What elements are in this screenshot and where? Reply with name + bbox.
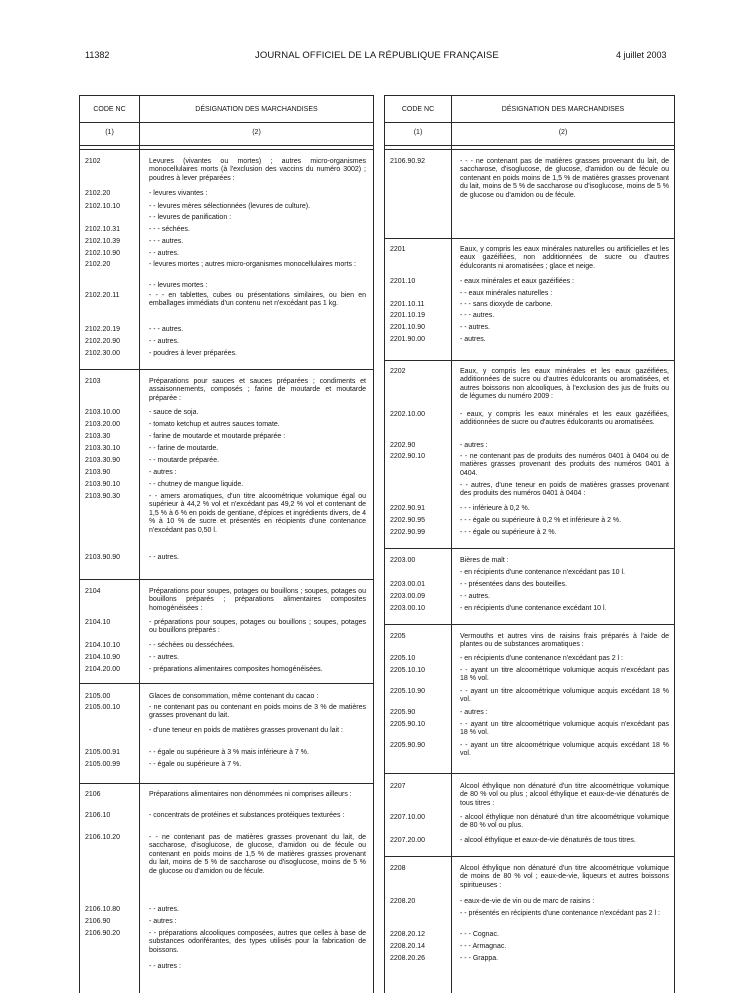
designation-text: Levures (vivantes ou mortes) ; autres micro-organismes monocellulaires morts (à l'exclusion des vaccins du numéro 3002) ; poudres à lever préparées : (149, 158, 366, 182)
designation-text: - - autres. (149, 654, 179, 661)
designation-text: - - - en tablettes, cubes ou présentations similaires, ou bien en emballages immédiats d'un contenu net n'excédant pas 1 kg. (149, 292, 366, 308)
nc-code: 2102.10.39 (85, 238, 121, 245)
nc-code: 2201.90.00 (390, 336, 426, 343)
designation-text: Bières de malt : (460, 557, 509, 564)
nc-code: 2104.10.90 (85, 654, 121, 661)
designation-text: - - - Cognac. (460, 931, 499, 938)
nc-code: 2201.10.90 (390, 324, 426, 331)
designation-text: - - ayant un titre alcoométrique volumique acquis excédant 18 % vol. (460, 742, 669, 758)
designation-text: - - moutarde préparée. (149, 457, 220, 464)
nc-code: 2208.20.12 (390, 931, 426, 938)
designation-text: - autres : (149, 918, 177, 925)
nc-code: 2102.20.90 (85, 338, 121, 345)
nc-code: 2105.00.10 (85, 704, 121, 711)
designation-text: - - - ne contenant pas de matières grasses provenant du lait, de saccharose, d'isoglucose, de glucose, d'amidon ou de fécule ou contenant en poids moins de 1,5 % de matières grasses provenant du lait, moins de 5 % de saccharose ou d'isoglucose, moins de 5 % de glucose ou d'amidon ou de fécule. (460, 158, 669, 199)
page-number: 11382 (85, 50, 110, 60)
nc-code: 2201 (390, 246, 406, 253)
nc-code: 2203.00.01 (390, 581, 426, 588)
nc-code: 2104 (85, 588, 101, 595)
nc-code: 2102.20.11 (85, 292, 120, 299)
designation-text: - en récipients d'une contenance n'excédant pas 10 l. (460, 569, 625, 576)
nc-code: 2202.90.99 (390, 529, 426, 536)
nc-code: 2105.00.99 (85, 761, 121, 768)
designation-text: - autres : (149, 469, 177, 476)
designation-text: - - - Grappa. (460, 955, 499, 962)
designation-header: DÉSIGNATION DES MARCHANDISES (195, 106, 318, 113)
nc-code: 2205.10.90 (390, 688, 426, 695)
header-number-row (80, 122, 373, 146)
column-divider (139, 95, 140, 993)
designation-text: Préparations alimentaires non dénommées ni comprises ailleurs : (149, 791, 352, 798)
designation-text: - - ayant un titre alcoométrique volumique acquis n'excédant pas 18 % vol. (460, 721, 669, 737)
nc-code: 2106 (85, 791, 101, 798)
designation-text: - autres : (460, 709, 488, 716)
nc-code: 2106.90.20 (85, 930, 121, 937)
row-separator (80, 149, 373, 150)
designation-text: - - levures de panification : (149, 214, 232, 221)
designation-text: Alcool éthylique non dénaturé d'un titre alcoométrique volumique de moins de 80 % vol ; eaux-de-vie, liqueurs et autres boissons spiritueuses : (460, 865, 669, 889)
designation-text: - - - autres. (149, 238, 184, 245)
designation-text: - - autres. (460, 324, 490, 331)
nc-code: 2102.20 (85, 190, 111, 197)
nc-code: 2205.90.90 (390, 742, 426, 749)
journal-title: JOURNAL OFFICIEL DE LA RÉPUBLIQUE FRANÇAISE (255, 50, 499, 61)
row-separator (80, 369, 373, 370)
designation-text: - levures mortes ; autres micro-organismes monocellulaires morts : (149, 261, 356, 268)
nc-code: 2202 (390, 368, 406, 375)
designation-text: - - - égale ou supérieure à 2 %. (460, 529, 557, 536)
designation-text: - préparations alimentaires composites homogénéisées. (149, 666, 323, 673)
designation-text: - en récipients d'une contenance excédant 10 l. (460, 605, 607, 612)
nc-code: 2106.90 (85, 918, 111, 925)
code-nc-header: CODE NC (93, 106, 126, 113)
designation-column-number: (2) (252, 129, 261, 136)
designation-text: Vermouths et autres vins de raisins frais préparés à l'aide de plantes ou de substances aromatiques : (460, 633, 669, 649)
nc-code: 2106.10.20 (85, 834, 121, 841)
designation-text: - - ayant un titre alcoométrique volumique acquis excédant 18 % vol. (460, 688, 669, 704)
nc-code: 2202.90 (390, 442, 416, 449)
header-label-row (385, 95, 674, 123)
designation-text: - - autres. (149, 250, 179, 257)
nc-code: 2208.20.26 (390, 955, 426, 962)
designation-text: - poudres à lever préparées. (149, 350, 237, 357)
nc-code: 2103.30.10 (85, 445, 121, 452)
nc-code: 2104.20.00 (85, 666, 121, 673)
nc-code: 2103.90.10 (85, 481, 121, 488)
nc-code: 2106.90.92 (390, 158, 426, 165)
designation-text: - levures vivantes : (149, 190, 208, 197)
row-separator (80, 783, 373, 784)
row-separator (80, 683, 373, 684)
designation-text: - autres : (460, 442, 488, 449)
code-column-number: (1) (105, 129, 114, 136)
designation-text: - - - égale ou supérieure à 0,2 % et inférieure à 2 %. (460, 517, 622, 524)
designation-text: Eaux, y compris les eaux minérales et les eaux gazéifiées, additionnées de sucre ou d'autres édulcorants ou aromatisées, et autres boissons non alcooliques, à l'exclusion des jus de fruits ou de légumes du numéro 2009 : (460, 368, 669, 401)
designation-text: - - levures mères sélectionnées (levures de culture). (149, 203, 311, 210)
nc-code: 2201.10.19 (390, 312, 426, 319)
designation-text: - farine de moutarde et moutarde préparée : (149, 433, 286, 440)
nc-code: 2103.30 (85, 433, 111, 440)
nc-code: 2207.10.00 (390, 814, 426, 821)
nc-code: 2102.10.10 (85, 203, 121, 210)
nc-code: 2102.20 (85, 261, 111, 268)
designation-text: - - présentés en récipients d'une contenance n'excédant pas 2 l : (460, 910, 660, 917)
designation-text: - concentrats de protéines et substances protéiques texturées : (149, 812, 345, 819)
nc-code: 2104.10.10 (85, 642, 121, 649)
designation-text: - - - autres. (149, 326, 184, 333)
designation-text: - - préparations alcooliques composées, autres que celles à base de substances odoriférantes, des types utilisés pour la fabrication de boissons. (149, 930, 366, 954)
designation-text: - - ne contenant pas de matières grasses provenant du lait, de saccharose, d'isoglucose, de glucose, d'amidon ou de fécule ou contenant en poids moins de 1,5 % de matières grasses provenant du lait, moins de 5 % de saccharose ou d'isoglucose, moins de 5 % de glucose ou d'amidon ou de fécule. (149, 834, 366, 875)
nc-code: 2202.90.91 (390, 505, 426, 512)
designation-text: - - égale ou supérieure à 3 % mais inférieure à 7 %. (149, 749, 309, 756)
designation-text: - - chutney de mangue liquide. (149, 481, 244, 488)
nc-code: 2202.90.95 (390, 517, 426, 524)
nc-code: 2106.10 (85, 812, 111, 819)
nc-code: 2105.00 (85, 693, 111, 700)
designation-text: - d'une teneur en poids de matières grasses provenant du lait : (149, 727, 343, 734)
row-separator (385, 548, 674, 549)
row-separator (385, 856, 674, 857)
nc-code: 2104.10 (85, 619, 111, 626)
nc-code: 2205 (390, 633, 406, 640)
designation-text: - - ne contenant pas de produits des numéros 0401 à 0404 ou de matières grasses provenant des produits des numéros 0401 à 0404. (460, 453, 669, 477)
row-separator (385, 149, 674, 150)
code-nc-header: CODE NC (401, 106, 435, 113)
nc-code: 2103.90 (85, 469, 111, 476)
designation-text: - - autres. (460, 593, 490, 600)
nc-code: 2103.90.30 (85, 493, 121, 500)
nc-code: 2105.00.91 (85, 749, 121, 756)
row-separator (385, 773, 674, 774)
nc-code: 2106.10.80 (85, 906, 121, 913)
row-separator (385, 238, 674, 239)
designation-text: - - levures mortes : (149, 282, 208, 289)
designation-text: Préparations pour sauces et sauces préparées ; condiments et assaisonnements, composés ; farine de moutarde et moutarde préparée : (149, 378, 366, 402)
designation-text: - préparations pour soupes, potages ou bouillons ; soupes, potages ou bouillons préparés : (149, 619, 366, 635)
header-label-row (80, 95, 373, 123)
column-divider (451, 95, 452, 993)
designation-text: - - présentées dans des bouteilles. (460, 581, 568, 588)
nc-code: 2102.10.90 (85, 250, 121, 257)
nc-code: 2103.30.90 (85, 457, 121, 464)
designation-text: Eaux, y compris les eaux minérales naturelles ou artificielles et les eaux gazéifiées, non additionnées de sucre ou d'autres édulcorants ni aromatisées ; glace et neige. (460, 246, 669, 270)
designation-text: Glaces de consommation, même contenant du cacao : (149, 693, 319, 700)
nc-code: 2201.10 (390, 278, 416, 285)
nc-code: 2203.00.09 (390, 593, 426, 600)
designation-text: - - autres. (149, 906, 179, 913)
nc-code: 2103.10.00 (85, 409, 121, 416)
designation-text: - eaux minérales et eaux gazéifiées : (460, 278, 575, 285)
nc-code: 2207.20.00 (390, 837, 426, 844)
nc-code: 2103 (85, 378, 101, 385)
designation-text: - - autres. (149, 338, 179, 345)
code-column-number: (1) (413, 129, 423, 136)
nc-code: 2205.90 (390, 709, 416, 716)
designation-text: - ne contenant pas ou contenant en poids moins de 3 % de matières grasses provenant du lait. (149, 704, 366, 720)
nc-code: 2207 (390, 783, 406, 790)
designation-text: - - farine de moutarde. (149, 445, 219, 452)
nc-code: 2208.20 (390, 898, 416, 905)
nc-code: 2205.10.10 (390, 667, 426, 674)
page-header (0, 0, 748, 60)
designation-column-number: (2) (558, 129, 568, 136)
nc-code: 2201.10.11 (390, 301, 425, 308)
left-table (79, 95, 374, 993)
nc-code: 2102 (85, 158, 101, 165)
designation-text: - tomato ketchup et autres sauces tomate. (149, 421, 280, 428)
header-number-row (385, 122, 674, 146)
designation-text: - eaux-de-vie de vin ou de marc de raisins : (460, 898, 595, 905)
designation-text: - sauce de soja. (149, 409, 199, 416)
row-separator (385, 360, 674, 361)
designation-text: - eaux, y compris les eaux minérales et les eaux gazéifiées, additionnées de sucre ou d'autres édulcorants ou aromatisées. (460, 411, 669, 427)
nc-code: 2102.30.00 (85, 350, 121, 357)
nc-code: 2103.90.90 (85, 554, 121, 561)
nc-code: 2103.20.00 (85, 421, 121, 428)
row-separator (385, 624, 674, 625)
nc-code: 2203.00 (390, 557, 416, 564)
designation-text: - - égale ou supérieure à 7 %. (149, 761, 242, 768)
designation-text: - - séchées ou desséchées. (149, 642, 235, 649)
designation-text: - autres. (460, 336, 486, 343)
nc-code: 2202.10.00 (390, 411, 426, 418)
designation-text: - alcool éthylique et eaux-de-vie dénaturés de tous titres. (460, 837, 636, 844)
designation-text: - alcool éthylique non dénaturé d'un titre alcoométrique volumique de 80 % vol ou plus. (460, 814, 669, 830)
designation-text: - en récipients d'une contenance n'excédant pas 2 l : (460, 655, 624, 662)
nc-code: 2102.20.19 (85, 326, 121, 333)
nc-code: 2205.10 (390, 655, 416, 662)
nc-code: 2102.10.31 (85, 226, 121, 233)
designation-text: Alcool éthylique non dénaturé d'un titre alcoométrique volumique de 80 % vol ou plus ; alcool éthylique et eaux-de-vie dénaturés de tous titres : (460, 783, 669, 807)
designation-text: - - - autres. (460, 312, 495, 319)
designation-text: - - ayant un titre alcoométrique volumique acquis n'excédant pas 18 % vol. (460, 667, 669, 683)
right-table (384, 95, 675, 993)
designation-text: - - autres, d'une teneur en poids de matières grasses provenant des produits des numéros 0401 à 0404 : (460, 482, 669, 498)
nc-code: 2208.20.14 (390, 943, 426, 950)
nc-code: 2202.90.10 (390, 453, 426, 460)
nc-code: 2205.90.10 (390, 721, 426, 728)
designation-text: - - autres. (149, 554, 179, 561)
designation-text: - - - séchées. (149, 226, 190, 233)
designation-text: - - - sans dioxyde de carbone. (460, 301, 553, 308)
designation-text: - - eaux minérales naturelles : (460, 290, 553, 297)
designation-text: - - - inférieure à 0,2 %. (460, 505, 530, 512)
designation-header: DÉSIGNATION DES MARCHANDISES (501, 106, 625, 113)
designation-text: - - - Armagnac. (460, 943, 507, 950)
row-separator (80, 579, 373, 580)
nc-code: 2203.00.10 (390, 605, 426, 612)
nc-code: 2208 (390, 865, 406, 872)
designation-text: - - autres : (149, 963, 181, 970)
publication-date: 4 juillet 2003 (616, 50, 667, 60)
designation-text: Préparations pour soupes, potages ou bouillons ; soupes, potages ou bouillons préparés ; préparations alimentaires composites homogénéisées : (149, 588, 366, 612)
designation-text: - - amers aromatiques, d'un titre alcoométrique volumique égal ou supérieur à 44,2 % vol et n'excédant pas 49,2 % vol et contenant de 1,5 % à 6 % en poids de gentiane, d'épices et ingrédients divers, de 4 % à 10 % de sucre et présentés en récipients d'une contenance n'excédant pas 0,50 l. (149, 493, 366, 534)
